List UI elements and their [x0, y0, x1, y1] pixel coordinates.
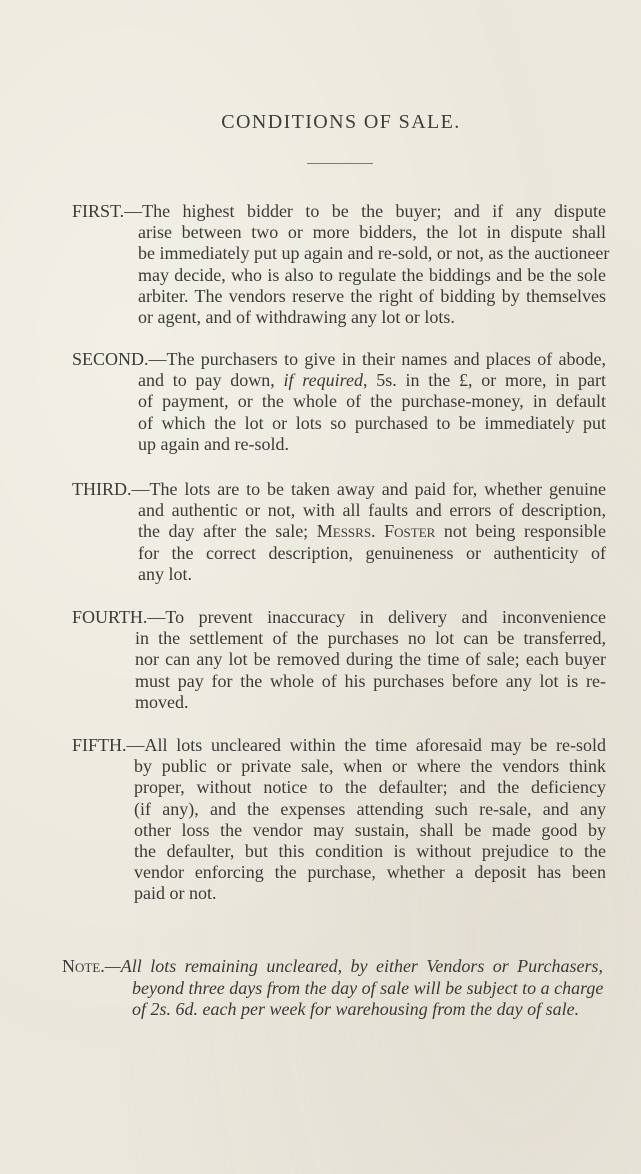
clause-first-line: FIRST.—The highest bidder to be the buyer; and if any dispute: [72, 201, 606, 221]
clause-fifth-line: other loss the vendor may sustain, shall be made good by: [134, 819, 606, 840]
title-divider: [307, 163, 373, 164]
clause-second-line: SECOND.—The purchasers to give in their names and places of abode,: [72, 349, 606, 369]
clause-fifth-line: proper, without notice to the defaulter; and the deficiency: [134, 777, 606, 798]
clause-third-text: not being responsible: [435, 521, 606, 542]
clause-third-smallcaps: Messrs. Foster: [316, 521, 436, 542]
clause-fourth-line: nor can any lot be removed during the time of sale; each buyer: [135, 649, 606, 670]
clause-third-line: any lot.: [138, 563, 192, 584]
clause-third-line: THIRD.—The lots are to be taken away and paid for, whether genuine: [72, 479, 606, 499]
sale-note-line: beyond three days from the day of sale will be subject to a charge: [132, 977, 604, 998]
clause-second: [72, 349, 606, 455]
clause-third-text: the day after the sale;: [138, 521, 317, 542]
clause-fifth-line: the defaulter, but this condition is without prejudice to the: [134, 841, 606, 862]
clause-first-line: or agent, and of withdrawing any lot or lots.: [138, 307, 455, 328]
clause-first: [72, 201, 610, 328]
clause-fourth-line: moved.: [135, 691, 189, 712]
clause-first-line: arise between two or more bidders, the lot in dispute shall: [138, 222, 606, 243]
clause-fifth-line: vendor enforcing the purchase, whether a deposit has been: [134, 862, 606, 883]
sale-note: [62, 956, 603, 1021]
clause-second-text: , 5s. in the £, or more, in part: [362, 370, 606, 391]
clause-second-line: of which the lot or lots so purchased to be immediately put: [138, 412, 606, 433]
clause-third-line: for the correct description, genuineness or authenticity of: [138, 542, 606, 563]
clause-first-line: may decide, who is also to regulate the biddings and be the sole: [138, 264, 606, 285]
clause-third-line: [72, 521, 606, 542]
sale-note-line: of 2s. 6d. each per week for warehousing from the day of sale.: [132, 999, 580, 1019]
clause-fourth-line: FOURTH.—To prevent inaccuracy in delivery and inconvenience: [72, 607, 606, 627]
note-label: Note.: [62, 956, 105, 976]
clause-second-line: [72, 370, 606, 391]
clause-fourth-line: in the settlement of the purchases no lot can be transferred,: [135, 628, 606, 649]
clause-fourth: [72, 607, 606, 713]
clause-fifth-line: paid or not.: [134, 883, 217, 904]
clause-third-line: and authentic or not, with all faults and errors of description,: [138, 500, 606, 521]
clause-fifth-line: by public or private sale, when or where the vendors think: [134, 756, 606, 777]
clause-second-line: up again and re-sold.: [138, 433, 289, 454]
clause-first-line: be immediately put up again and re-sold, or not, as the auctioneer: [138, 243, 610, 264]
page-title: CONDITIONS OF SALE.: [221, 111, 461, 133]
sale-note-line: [62, 956, 603, 978]
clause-fourth-line: must pay for the whole of his purchases before any lot is re-: [135, 670, 606, 691]
clause-first-line: arbiter. The vendors reserve the right of bidding by themselves: [138, 285, 606, 306]
clause-second-text: and to pay down,: [138, 370, 284, 391]
clause-fifth-line: (if any), and the expenses attending such re-sale, and any: [134, 798, 606, 819]
clause-second-line: of payment, or the whole of the purchase-money, in default: [138, 391, 606, 412]
clause-fifth: [72, 735, 606, 905]
sale-note-text: —All lots remaining uncleared, by either Vendors or Purchasers,: [104, 956, 603, 976]
clause-third: [72, 479, 606, 585]
clause-fifth-line: FIFTH.—All lots uncleared within the time aforesaid may be re-sold: [72, 735, 606, 755]
clause-second-italic: if required: [283, 370, 363, 391]
